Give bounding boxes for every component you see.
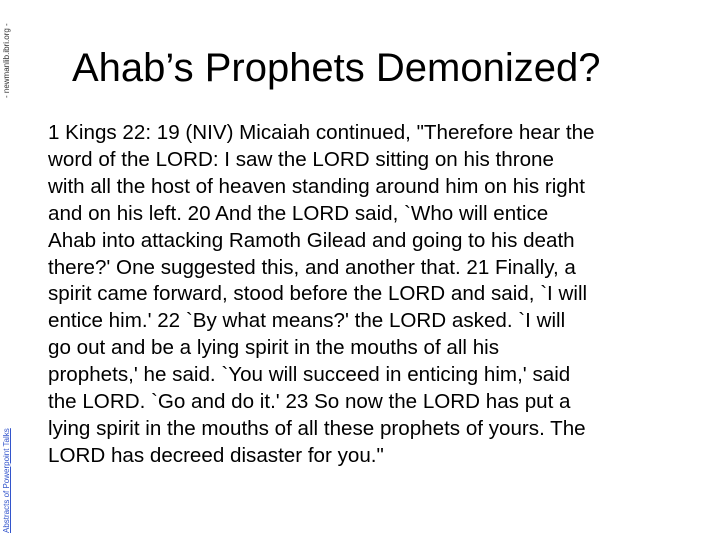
passage-line: 1 Kings 22: 19 (NIV) Micaiah continued, "Therefore hear the <box>48 121 595 144</box>
passage-line: go out and be a lying spirit in the mouths of all his <box>48 336 500 360</box>
abstracts-link[interactable]: Abstracts of Powerpoint Talks <box>2 428 11 533</box>
slide-title: Ahab’s Prophets Demonized? <box>72 46 601 90</box>
side-label-strip <box>0 0 14 540</box>
passage-line: word of the LORD: I saw the LORD sitting on his throne <box>48 147 554 171</box>
passage-line: prophets,' he said. `You will succeed in enticing him,' said <box>48 363 571 387</box>
scripture-passage <box>48 120 688 470</box>
passage-line: and on his left. 20 And the LORD said, `Who will entice <box>48 201 549 225</box>
passage-line: the LORD. `Go and do it.' 23 So now the LORD has put a <box>48 390 571 414</box>
passage-line: with all the host of heaven standing around him on his right <box>48 174 585 198</box>
passage-line: entice him.' 22 `By what means?' the LORD asked. `I will <box>48 309 566 333</box>
passage-line: lying spirit in the mouths of all these prophets of yours. The <box>48 416 586 440</box>
source-site-label: - newmanlib.ibri.org - <box>2 23 11 98</box>
passage-line: LORD has decreed disaster for you." <box>48 443 384 467</box>
passage-line: spirit came forward, stood before the LORD and said, `I will <box>48 282 588 306</box>
passage-line: there?' One suggested this, and another that. 21 Finally, a <box>48 255 576 279</box>
passage-line: Ahab into attacking Ramoth Gilead and going to his death <box>48 228 575 252</box>
